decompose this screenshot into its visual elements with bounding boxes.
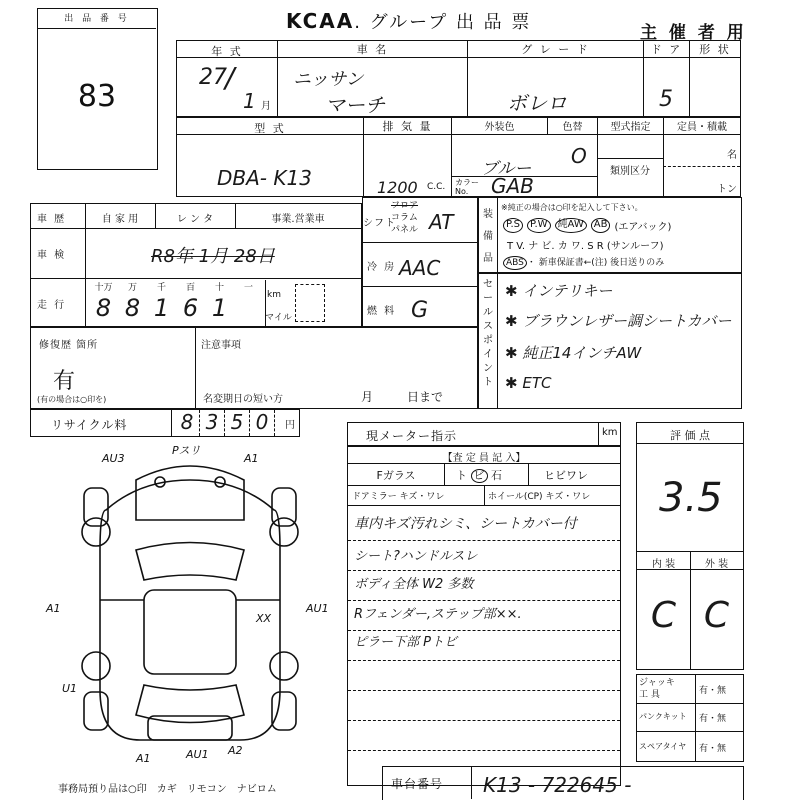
equipment-line2: T V. ナ ビ. カ ワ. S R (サンルーフ) [507,241,664,252]
type-label: 型 式 [254,122,286,135]
rental-label: レ ン タ [176,214,214,225]
inspector-note: 車内キズ汚れシミ、シートカバー付 [354,516,577,532]
equipment-label: 装 備 品 [483,209,493,264]
selling-points-label: セールスポイント [483,279,493,388]
jack-value: 有・無 [699,686,727,696]
shift-label: シフト [363,218,396,229]
type-value: DBA- K13 [217,166,312,190]
inspector-header: 【査 定 員 記 入】 [442,453,526,464]
spare-label: スペアタイヤ [639,742,687,751]
exterior-label: 外 装 [704,559,729,570]
capacity-label: 定員・積載 [663,118,740,134]
inspection-value: R8年 1月 28日 [151,246,275,267]
chassis-label: 車台番号 [391,777,444,791]
selling-item: ✱ ブラウンレザー調シートカバー [505,312,732,330]
glass-options: ト ビ 石 [456,469,502,482]
interior-label: 内 装 [651,559,676,570]
diagram-mark: Pスリ [172,444,201,457]
month-value: 1 [243,89,256,113]
cc-unit: C.C. [427,182,446,192]
fuel-label: 燃 料 [367,306,397,317]
mirror-label: ドアミラー キズ・ワレ [352,492,445,502]
history-block [30,203,362,327]
car-name-label: 車 名 [277,41,467,57]
meter-unit: km [602,427,618,438]
interior-value: C [650,595,677,636]
meter-row [347,422,621,446]
ac-label: 冷 房 [367,262,397,273]
door-label: ド ア [643,41,689,57]
recycle-block [30,409,300,437]
mileage-digits: 8 8 1 6 1 [95,294,228,322]
grade-label: グ レ ー ド [467,41,643,57]
diagram-mark: AU1 [186,748,209,761]
lot-label: 出 品 番 号 [38,9,156,29]
selling-item: ✱ ETC [505,374,552,392]
exterior-color-label: 外装色 [451,118,547,134]
mile-unit: マイル [265,313,292,323]
car-diagram [40,440,340,770]
form-title [286,8,531,34]
caution-label: 注意事項 [201,340,241,351]
year-label: 年 式 [211,45,243,58]
inspection-label: 車 検 [37,250,67,261]
selling-item: ✱ インテリキー [505,282,613,300]
meter-label: 現メーター指示 [366,429,458,443]
equipment-line1: P.S P.W 純AW AB (エアバック) [503,218,671,233]
rating-label: 評 価 点 [670,429,710,442]
diagram-mark: XX [256,612,272,625]
rating-value: 3.5 [659,475,723,521]
lot-box [37,8,158,170]
equipment-block [478,197,742,273]
person-unit: 名 [727,150,737,161]
keys-note: 事務局預り品は○印 カギ リモコン ナビロム [58,784,277,795]
inspector-note: ボディ全体 W2 多数 [354,577,474,592]
maker-value: ニッサン [293,69,364,90]
inspector-note: Rフェンダー,ステップ部××. [354,607,522,622]
host-label: 主 催 者 用 [640,23,747,43]
row1: 年 式 車 名 グ レ ー ド ド ア 形 状 27 / 1 月 ニッサン マーチ ボレロ 5 [176,40,741,117]
glass-crack: ヒビワレ [544,469,588,482]
puncture-value: 有・無 [699,714,727,724]
row2 [176,117,741,197]
equipment-line3: ABS ・ 新車保証書←(注) 後日送りのみ [503,255,664,270]
ac-value: AAC [399,256,441,280]
chassis-block [382,766,744,800]
repair-value: 有 [53,369,76,394]
diagram-mark: AU1 [306,602,329,615]
repair-note: (有の場合は○印を) [37,395,107,404]
jack-label: ジャッキ 工 具 [639,678,675,700]
diagram-mark: AU3 [102,452,125,465]
displacement-label: 排 気 量 [363,118,451,134]
color-change-label: 色替 [547,118,597,134]
shift-block: シフト フロア コラム パネル AT 冷 房 AAC 燃 料 G [362,197,478,327]
glass-label: Fガラス [376,469,416,482]
title-text: . グループ 出 品 票 [354,12,532,33]
tools-block [636,674,744,762]
name-change-month: 月 [361,390,374,404]
chassis-value: K13 - 722645 - [483,773,632,797]
model-designation-label: 型式指定 [597,118,663,134]
diagram-mark: A1 [46,602,61,615]
inspector-note: シート?ハンドルスレ [354,549,478,564]
selling-item: ✱ 純正14インチAW [505,344,642,362]
inspector-note: ピラー下部 Pトビ [354,635,457,650]
year-value: 27 [199,65,227,90]
displacement-value: 1200 [377,178,418,197]
color-code-label: カラー No. [455,178,479,196]
puncture-label: パンクキット [639,712,687,721]
recycle-digits: 8 3 5 0 [175,410,275,436]
repair-block [30,327,478,409]
model-value: マーチ [325,93,385,117]
private-label: 自 家 用 [101,214,139,225]
km-unit: km [267,290,281,300]
door-value: 5 [659,87,673,112]
spare-value: 有・無 [699,744,727,754]
fuel-value: G [411,298,429,323]
mileage-label: 走 行 [37,300,67,311]
recycle-yen: 円 [285,420,295,431]
lot-number: 83 [77,79,117,114]
body-type-label: 形 状 [689,41,740,57]
brand-logo: KCAA [286,9,355,33]
selling-points-block [478,273,742,409]
month-unit: 月 [261,101,271,112]
rating-block [636,422,744,670]
color-value: ブルー [481,159,532,179]
color-change-value: O [571,144,587,168]
grade-value: ボレロ [507,91,567,115]
business-label: 事業.営業車 [271,214,325,225]
name-change-label: 名変期日の短い方 [203,394,283,405]
wheel-label: ホイール(CP) キズ・ワレ [488,492,591,502]
diagram-mark: A1 [136,752,151,765]
repair-label: 修復歴 箇所 [39,340,99,351]
name-change-day: 日まで [407,390,444,404]
mileage-units: 十万 万 千 百 十 一 [94,283,253,293]
color-code-value: GAB [491,174,534,198]
ton-unit: トン [717,184,737,195]
diagram-mark: U1 [62,682,78,695]
recycle-label: リサイクル料 [51,418,128,432]
inspector-block [347,446,621,786]
diagram-mark: A1 [244,452,259,465]
exterior-value: C [703,595,730,636]
diagram-mark: A2 [228,744,243,757]
shift-value: AT [429,210,454,234]
class-label: 類別区分 [610,166,650,177]
equipment-note: ※純正の場合は○印を記入して下さい。 [501,203,643,212]
use-label: 車 歴 [37,214,67,225]
